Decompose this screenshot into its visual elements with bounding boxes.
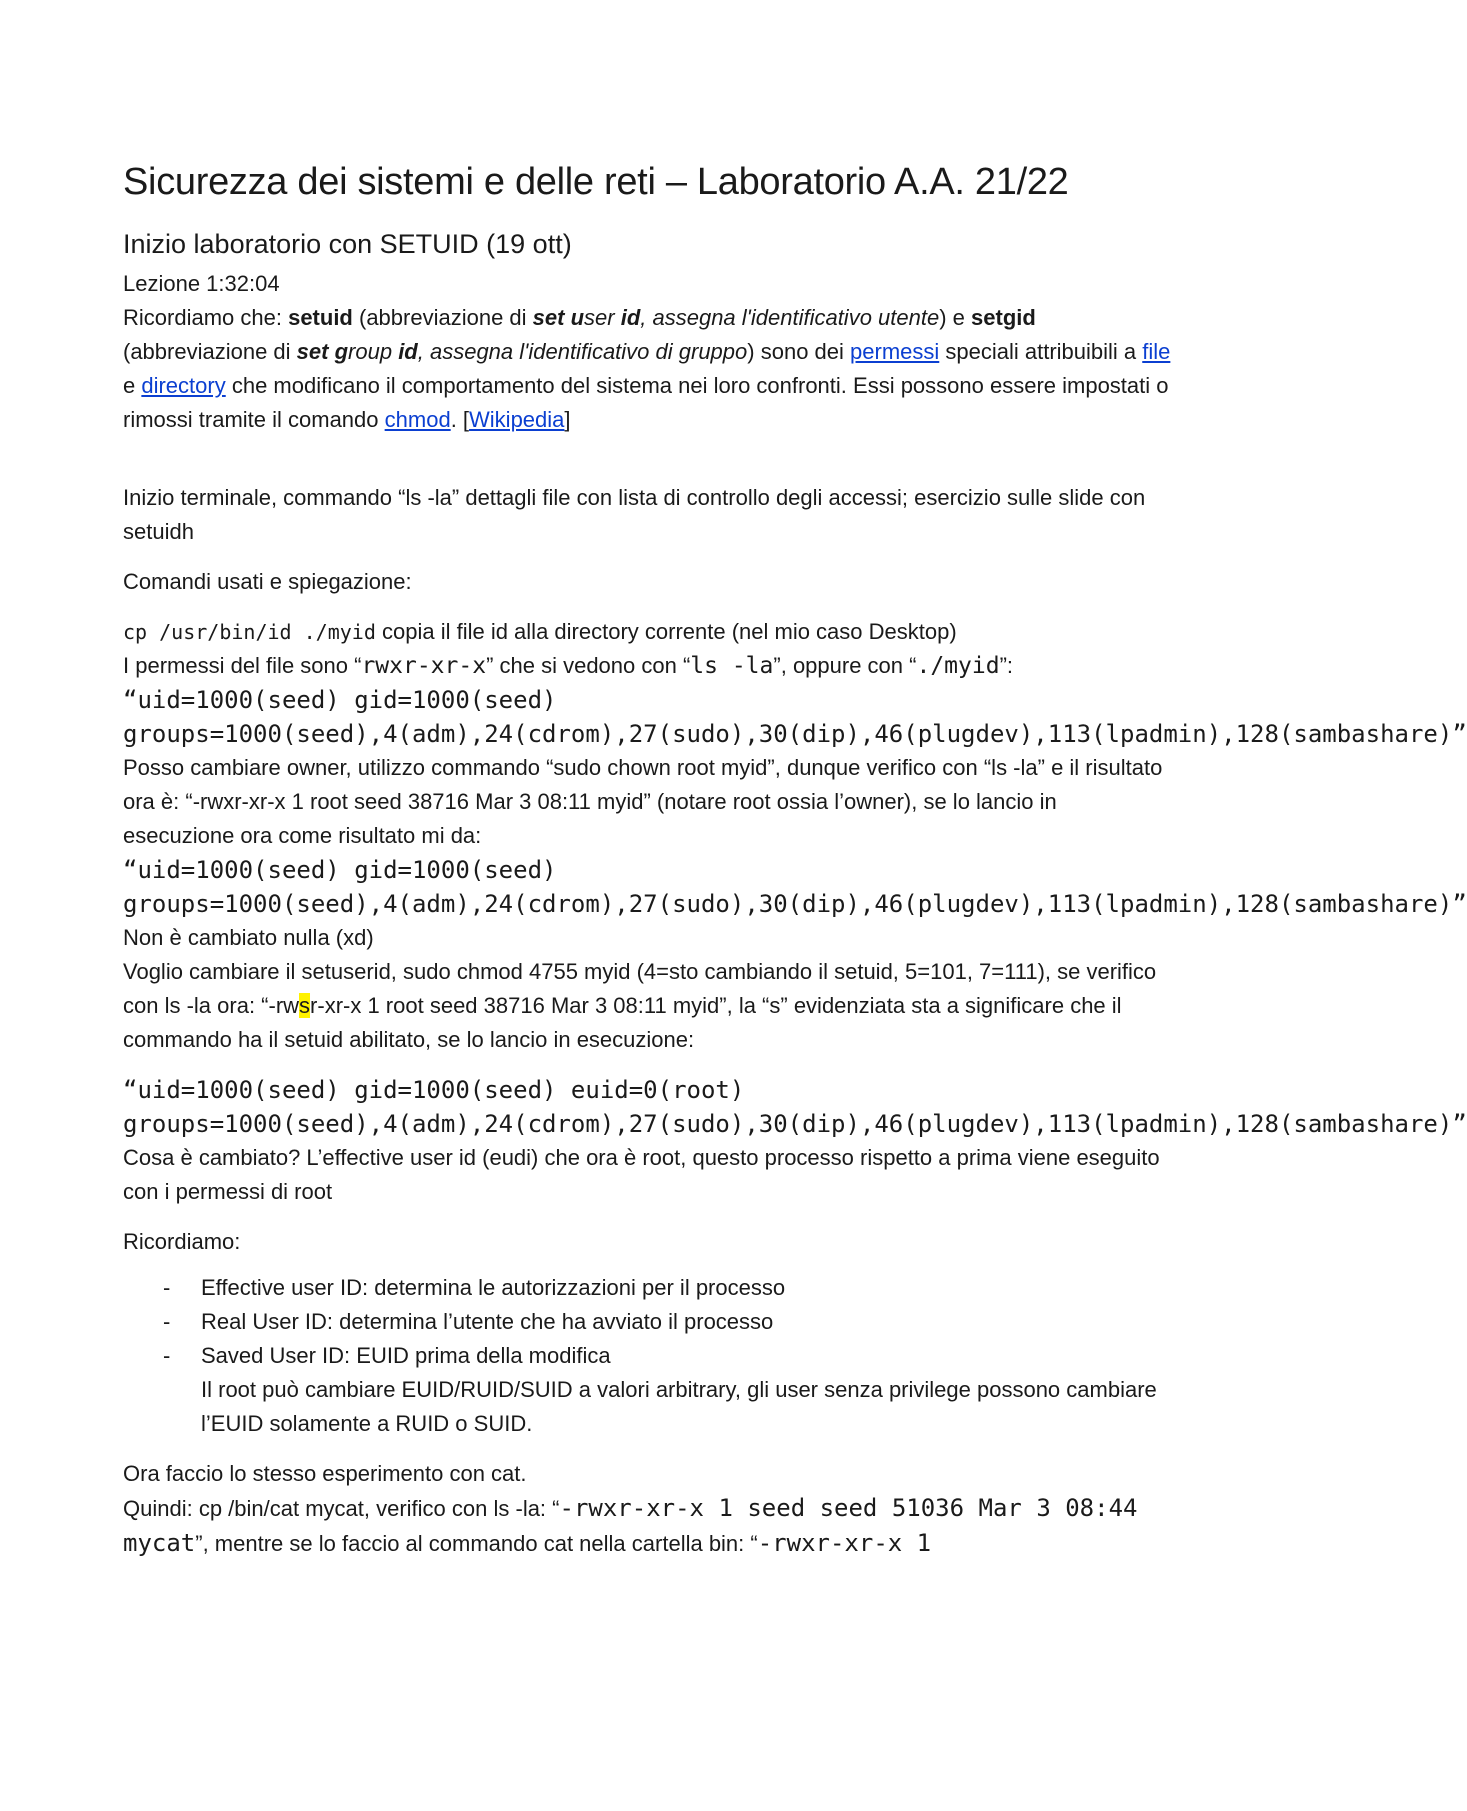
link-permessi[interactable]: permessi xyxy=(850,339,940,365)
id-output-3: “uid=1000(seed) gid=1000(seed) euid=0(root) groups=1000(seed),4(adm),24(cdrom),27(sudo),30(dip),46(plugdev),113(lpadmin),128(sambashare)” xyxy=(123,1076,1467,1139)
cat-paragraph: Quindi: cp /bin/cat mycat, verifico con ls -la: “-rwxr-xr-x 1 seed seed 51036 Mar 3 08:44 mycat”, mentre se lo faccio al commando cat nella cartella bin: “-rwxr-xr-x 1 xyxy=(123,1494,1138,1558)
list-item: - Effective user ID: determina le autorizzazioni per il processo xyxy=(163,1275,786,1301)
cp-code: cp /usr/bin/id ./myid xyxy=(123,620,376,645)
link-wikipedia[interactable]: Wikipedia xyxy=(469,407,565,433)
nothing-changed: Non è cambiato nulla (xd) xyxy=(123,925,374,951)
link-chmod[interactable]: chmod xyxy=(384,407,451,433)
changed-paragraph: Cosa è cambiato? L’effective user id (eudi) che ora è root, questo processo rispetto a prima viene eseguito con i permessi di root xyxy=(123,1145,1160,1205)
terminal-intro: Inizio terminale, commando “ls -la” dettagli file con lista di controllo degli accessi; esercizio sulle slide con setuidh xyxy=(123,485,1146,545)
chown-paragraph: Posso cambiare owner, utilizzo commando “sudo chown root myid”, dunque verifico con “ls -la” e il risultato ora è: “-rwxr-xr-x 1 root seed 38716 Mar 3 08:11 myid” (notare root ossia l’owner), se lo lancio in esecuzione ora come risultato mi da: xyxy=(123,755,1163,849)
highlighted-s: s xyxy=(299,993,311,1019)
link-file[interactable]: file xyxy=(1142,339,1171,365)
recall-heading: Ricordiamo: xyxy=(123,1229,241,1255)
link-directory[interactable]: directory xyxy=(141,373,226,399)
cp-command-line: cp /usr/bin/id ./myid copia il file id alla directory corrente (nel mio caso Desktop) xyxy=(123,619,957,645)
document-page xyxy=(123,150,1467,1561)
section-heading: Inizio laboratorio con SETUID (19 ott) xyxy=(123,228,572,259)
uid-list xyxy=(123,1271,1173,1441)
cat-intro: Ora faccio lo stesso esperimento con cat. xyxy=(123,1461,527,1487)
lesson-timestamp: Lezione 1:32:04 xyxy=(123,271,280,297)
setuid-paragraph: Voglio cambiare il setuserid, sudo chmod 4755 myid (4=sto cambiando il setuid, 5=101, 7=111), se verifico con ls -la ora: “-rwsr-xr-x 1 root seed 38716 Mar 3 08:11 myid”, la “s” evidenziata sta a significare che il commando ha il setuid abilitato, se lo lancio in esecuzione: xyxy=(123,959,1157,1053)
document-title: Sicurezza dei sistemi e delle reti – Laboratorio A.A. 21/22 xyxy=(123,161,1069,203)
list-item: - Real User ID: determina l’utente che ha avviato il processo xyxy=(163,1309,774,1335)
id-output-2: “uid=1000(seed) gid=1000(seed) groups=1000(seed),4(adm),24(cdrom),27(sudo),30(dip),46(plugdev),113(lpadmin),128(sambashare)” xyxy=(123,856,1467,919)
permissions-line: I permessi del file sono “rwxr-xr-x” che si vedono con “ls -la”, oppure con “./myid”: xyxy=(123,653,1014,680)
list-note: Il root può cambiare EUID/RUID/SUID a valori arbitrary, gli user senza privilege possono cambiare l’EUID solamente a RUID o SUID. xyxy=(201,1377,1157,1437)
intro-paragraph: Ricordiamo che: setuid (abbreviazione di set user id, assegna l'identificativo utente) e setgid (abbreviazione di set group id, assegna l'identificativo di gruppo) sono dei permessi speciali attribuibili a file e directory che modificano il comportamento del sistema nei loro confronti. Essi possono essere impostati o rimossi tramite il comando chmod. [Wikipedia] xyxy=(123,305,1171,433)
commands-heading: Comandi usati e spiegazione: xyxy=(123,569,412,595)
id-output-1: “uid=1000(seed) gid=1000(seed) groups=1000(seed),4(adm),24(cdrom),27(sudo),30(dip),46(plugdev),113(lpadmin),128(sambashare)” xyxy=(123,686,1467,749)
list-item: - Saved User ID: EUID prima della modifica Il root può cambiare EUID/RUID/SUID a valori arbitrary, gli user senza privilege possono cambiare l’EUID solamente a RUID o SUID. xyxy=(163,1343,1157,1437)
